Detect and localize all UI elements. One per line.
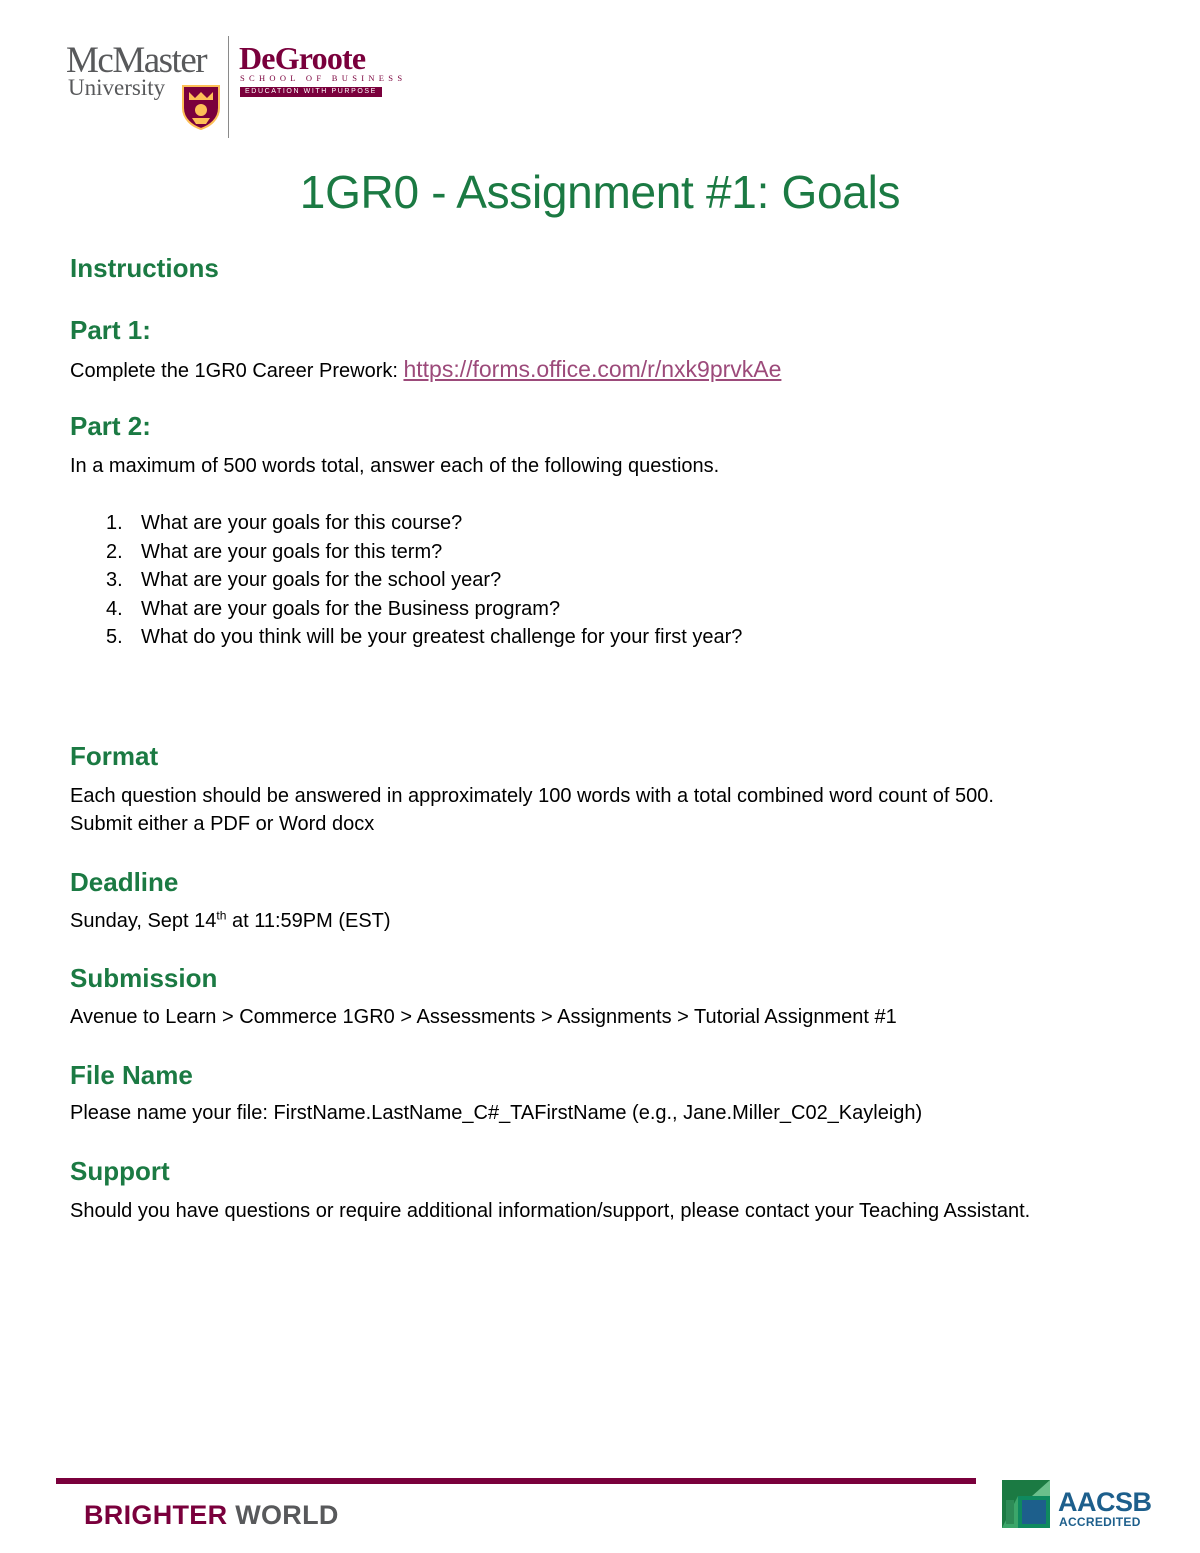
- question-number: 5.: [106, 626, 123, 649]
- question-number: 2.: [106, 540, 123, 563]
- deadline-text: [70, 907, 391, 935]
- part2-heading: Part 2:: [70, 411, 151, 441]
- list-item: [70, 595, 742, 624]
- list-item: [70, 566, 742, 595]
- logo-mcmaster-text: McMaster: [66, 40, 207, 81]
- aacsb-text: AACSB: [1058, 1487, 1152, 1517]
- list-item: [70, 509, 742, 538]
- instructions-heading: Instructions: [70, 253, 219, 283]
- accredited-text: ACCREDITED: [1059, 1515, 1141, 1529]
- deadline-heading: Deadline: [70, 867, 179, 897]
- support-heading: Support: [70, 1156, 170, 1186]
- aacsb-mark-icon: [1002, 1480, 1050, 1528]
- deadline-time: at 11:59PM (EST): [226, 910, 391, 932]
- deadline-ordinal: th: [216, 908, 227, 923]
- crest-icon: [180, 84, 222, 130]
- part1-heading: Part 1:: [70, 315, 151, 345]
- format-heading: Format: [70, 741, 159, 771]
- format-line-2: Submit either a PDF or Word docx: [70, 813, 375, 835]
- career-prework-link[interactable]: https://forms.office.com/r/nxk9prvkAe: [403, 356, 782, 382]
- part2-intro: In a maximum of 500 words total, answer each of the following questions.: [70, 455, 720, 477]
- filename-heading: File Name: [70, 1060, 193, 1090]
- document-title: 1GR0 - Assignment #1: Goals: [299, 166, 901, 218]
- support-text: Should you have questions or require additional information/support, please contact your Teaching Assistant.: [70, 1200, 1031, 1222]
- part1-text: [70, 355, 781, 385]
- logo-divider: [228, 36, 229, 138]
- question-text: What are your goals for this term?: [141, 540, 443, 563]
- brighter-world-logo: [84, 1499, 339, 1531]
- footer-rule: [56, 1478, 976, 1484]
- format-line-1: Each question should be answered in approximately 100 words with a total combined word count of 500.: [70, 785, 994, 807]
- submission-path: Avenue to Learn > Commerce 1GR0 > Assessments > Assignments > Tutorial Assignment #1: [70, 1006, 897, 1028]
- brighter-text: BRIGHTER: [84, 1500, 228, 1530]
- question-number: 3.: [106, 569, 123, 592]
- world-text: WORLD: [227, 1500, 339, 1530]
- part1-label: Complete the 1GR0 Career Prework:: [70, 360, 404, 382]
- question-text: What are your goals for the school year?: [141, 569, 502, 592]
- logo-university-text: University: [68, 75, 166, 100]
- question-text: What do you think will be your greatest challenge for your first year?: [141, 626, 743, 649]
- logo-tagline: EDUCATION WITH PURPOSE: [240, 87, 382, 97]
- logo-degroote-text: DeGroote: [239, 40, 366, 76]
- mcmaster-degroote-logo: [66, 32, 407, 140]
- list-item: [70, 623, 742, 652]
- aacsb-accredited-logo: [1002, 1480, 1152, 1532]
- submission-heading: Submission: [70, 963, 218, 993]
- logo-school-text: SCHOOL OF BUSINESS: [240, 73, 407, 83]
- question-text: What are your goals for the Business program?: [141, 597, 561, 620]
- questions-list: [70, 509, 742, 652]
- deadline-date: Sunday, Sept 14: [70, 910, 217, 932]
- question-text: What are your goals for this course?: [141, 512, 463, 534]
- question-number: 4.: [106, 597, 123, 620]
- question-number: 1.: [106, 512, 123, 534]
- list-item: [70, 538, 742, 567]
- filename-text: Please name your file: FirstName.LastName_C#_TAFirstName (e.g., Jane.Miller_C02_Kayleigh): [70, 1102, 923, 1124]
